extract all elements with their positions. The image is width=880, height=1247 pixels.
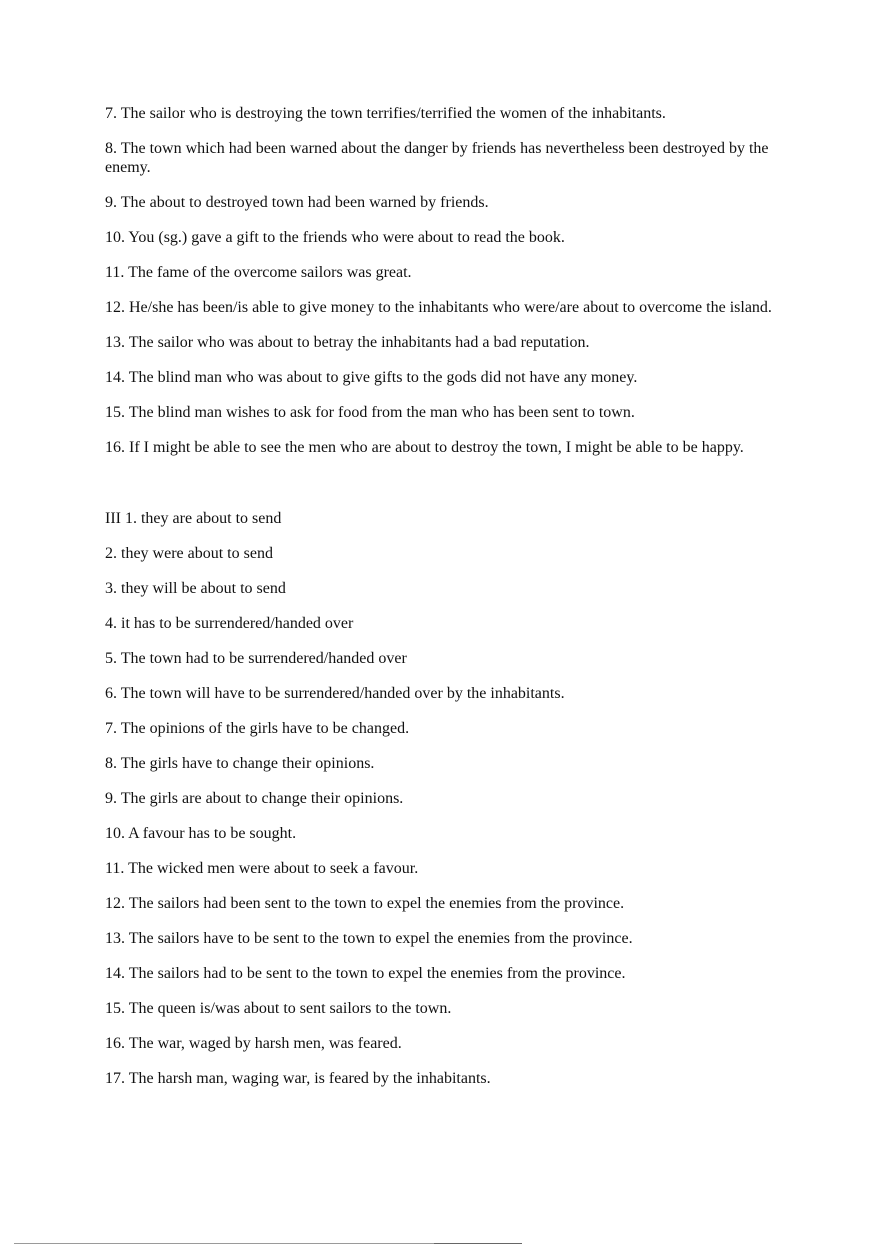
sentence-item: 14. The blind man who was about to give gifts to the gods did not have any money. [105, 369, 638, 386]
sentence-item: 5. The town had to be surrendered/handed over [105, 650, 407, 667]
section-3-sentences [105, 509, 775, 1088]
sentence-item: 6. The town will have to be surrendered/handed over by the inhabitants. [105, 685, 565, 702]
sentence-item: 11. The wicked men were about to seek a favour. [105, 860, 419, 877]
section-spacer [105, 473, 775, 509]
sentence-item: 8. The girls have to change their opinions. [105, 755, 375, 772]
sentence-item: 17. The harsh man, waging war, is feared by the inhabitants. [105, 1070, 491, 1087]
sentence-item: 2. they were about to send [105, 545, 273, 562]
sentence-item: 7. The opinions of the girls have to be changed. [105, 720, 410, 737]
sentence-item: 15. The queen is/was about to sent sailors to the town. [105, 1000, 452, 1017]
sentence-item: 12. He/she has been/is able to give money to the inhabitants who were/are about to overcome the island. [105, 299, 772, 316]
sentence-item: 16. The war, waged by harsh men, was feared. [105, 1035, 402, 1052]
sentence-item: III 1. they are about to send [105, 510, 282, 527]
sentence-item: 9. The girls are about to change their opinions. [105, 790, 404, 807]
sentence-item: 11. The fame of the overcome sailors was great. [105, 264, 412, 281]
sentence-item: 9. The about to destroyed town had been warned by friends. [105, 194, 489, 211]
document-page [105, 104, 775, 1104]
sentence-item: 3. they will be about to send [105, 580, 286, 597]
footer-divider-accent [434, 1243, 522, 1244]
sentence-item: 14. The sailors had to be sent to the town to expel the enemies from the province. [105, 965, 626, 982]
sentence-item: 8. The town which had been warned about the danger by friends has nevertheless been destroyed by the enemy. [105, 140, 769, 176]
sentence-item: 13. The sailors have to be sent to the town to expel the enemies from the province. [105, 930, 633, 947]
sentence-item: 13. The sailor who was about to betray the inhabitants had a bad reputation. [105, 334, 590, 351]
sentence-item: 10. A favour has to be sought. [105, 825, 297, 842]
section-2-sentences [105, 104, 775, 457]
sentence-item: 7. The sailor who is destroying the town terrifies/terrified the women of the inhabitants. [105, 105, 666, 122]
sentence-item: 10. You (sg.) gave a gift to the friends who were about to read the book. [105, 229, 565, 246]
sentence-item: 15. The blind man wishes to ask for food from the man who has been sent to town. [105, 404, 635, 421]
sentence-item: 12. The sailors had been sent to the town to expel the enemies from the province. [105, 895, 625, 912]
sentence-item: 16. If I might be able to see the men who are about to destroy the town, I might be able to be happy. [105, 439, 744, 456]
sentence-item: 4. it has to be surrendered/handed over [105, 615, 354, 632]
